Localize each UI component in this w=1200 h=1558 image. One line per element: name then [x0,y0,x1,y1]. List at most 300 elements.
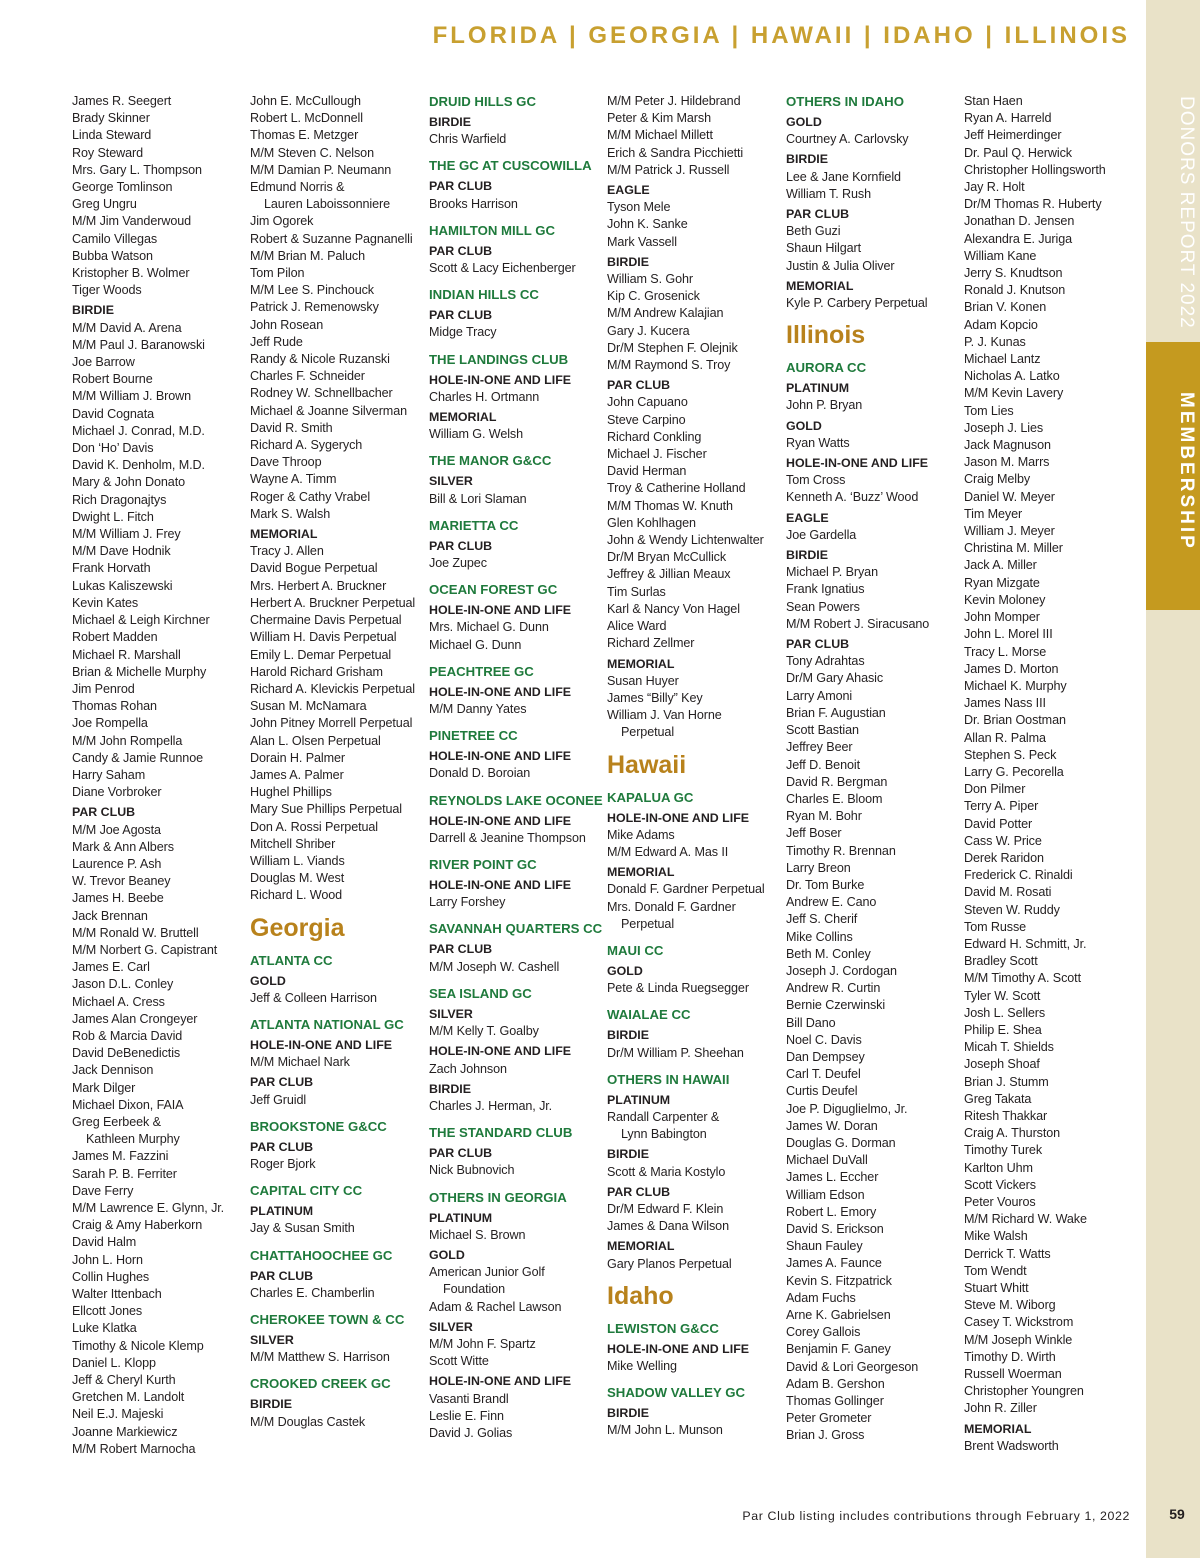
donor-name: Douglas G. Dorman [786,1135,896,1150]
club-heading: THE GC AT CUSCOWILLA [429,158,592,174]
donor-name: Rodney W. Schnellbacher [250,386,393,401]
donor-name: Dr/M William P. Sheehan [607,1045,744,1060]
donor-name: Troy & Catherine Holland [607,481,746,496]
donor-name: David R. Bergman [786,774,888,789]
donor-name: David J. Golias [429,1425,513,1440]
giving-level: GOLD [250,973,286,988]
giving-level: SILVER [429,1319,473,1334]
giving-level: HOLE-IN-ONE AND LIFE [429,372,572,387]
donor-name: Brent Wadsworth [964,1438,1059,1453]
donor-name: Rob & Marcia David [72,1028,183,1043]
donor-name: Richard Zellmer [607,636,695,651]
donor-name: David S. Erickson [786,1221,884,1236]
donor-name: Gretchen M. Landolt [72,1390,185,1405]
donor-name: John & Wendy Lichtenwalter [607,533,764,548]
donor-name: Patrick J. Remenowsky [250,300,379,315]
donor-name: Kristopher B. Wolmer [72,266,190,281]
donor-name: Josh L. Sellers [964,1005,1046,1020]
donor-name: M/M Lee S. Pinchouck [250,283,374,298]
donor-name: Derek Raridon [964,850,1044,865]
donor-name: Richard Conkling [607,429,702,444]
donor-name: Tom Russe [964,919,1027,934]
donor-name: Neil E.J. Majeski [72,1407,164,1422]
donor-name: Mike Walsh [964,1229,1028,1244]
donor-name: Dr/M Edward F. Klein [607,1201,724,1216]
donor-name: Bill & Lori Slaman [429,491,527,506]
donor-name: John R. Ziller [964,1401,1037,1416]
donor-name: Jeffrey Beer [786,740,853,755]
donor-name: James E. Carl [72,960,150,975]
giving-level: MEMORIAL [607,656,675,671]
donor-name: Scott & Lacy Eichenberger [429,261,576,276]
donor-name: Randall Carpenter & [607,1109,720,1124]
club-heading: BROOKSTONE G&CC [250,1118,387,1134]
donor-name: Jeff & Colleen Harrison [250,990,377,1005]
giving-level: BIRDIE [607,1406,649,1421]
donor-name: Roy Steward [72,145,143,160]
donor-name: Brian J. Gross [786,1428,865,1443]
club-heading: LEWISTON G&CC [607,1320,719,1336]
donor-name: Jay & Susan Smith [250,1221,355,1236]
donor-name: Daniel W. Meyer [964,489,1055,504]
donor-name: Greg Ungru [72,197,137,212]
donor-name: Mark S. Walsh [250,506,331,521]
club-heading: REYNOLDS LAKE OCONEE [429,792,603,808]
club-heading: HAMILTON MILL GC [429,222,556,238]
club-heading: CAPITAL CITY CC [250,1183,363,1199]
donor-name: James D. Morton [964,661,1059,676]
giving-level: BIRDIE [429,115,471,129]
giving-level: SILVER [429,1006,473,1021]
donor-name: Philip E. Shea [964,1022,1042,1037]
donor-name: Greg Takata [964,1091,1032,1106]
giving-level: HOLE-IN-ONE AND LIFE [607,810,750,825]
donor-name: Karlton Uhm [964,1160,1033,1175]
donor-name: Sarah P. B. Ferriter [72,1166,177,1181]
donor-name: Carl T. Deufel [786,1067,861,1082]
donor-name: John L. Morel III [964,627,1053,642]
donor-name: Richard A. Klevickis Perpetual [250,681,415,696]
donor-name: Peter Vouros [964,1195,1036,1209]
donor-name: Chris Warfield [429,132,507,147]
donor-name: M/M William J. Brown [72,389,192,404]
donor-name: Tim Meyer [964,506,1023,521]
club-heading: THE STANDARD CLUB [429,1125,573,1141]
donor-name: Stuart Whitt [964,1281,1029,1296]
donor-name: Shaun Fauley [786,1239,863,1254]
donor-name: Larry Amoni [786,688,853,703]
donor-name: David M. Rosati [964,885,1052,900]
donor-name: Timothy & Nicole Klemp [72,1338,204,1353]
donor-name: Don Pilmer [964,782,1026,797]
donor-name: Chermaine Davis Perpetual [250,613,402,628]
giving-level: MEMORIAL [964,1421,1032,1436]
donor-name: Rich Dragonajtys [72,492,167,507]
donor-name: Larry Breon [786,860,851,875]
donor-name: Tim Surlas [607,584,666,599]
donor-name: Brian & Michelle Murphy [72,664,207,679]
donor-name: Charles E. Chamberlin [250,1285,375,1300]
donor-name: Joe Zupec [429,556,487,571]
donor-name: M/M Robert Marnocha [72,1441,196,1456]
donor-name: John Rosean [250,317,324,332]
donor-name: M/M Kevin Lavery [964,386,1064,401]
donor-name: Kenneth A. ‘Buzz’ Wood [786,490,919,505]
donor-name: Robert L. McDonnell [250,111,363,126]
donor-name: Susan M. McNamara [250,699,367,714]
giving-level: PAR CLUB [429,308,493,323]
donor-name: Mike Collins [786,929,853,944]
donor-name: James W. Doran [786,1118,878,1133]
donor-name: Nick Bubnovich [429,1163,515,1178]
donor-name: Beth M. Conley [786,946,871,961]
donor-name: Andrew E. Cano [786,895,877,910]
donor-name: Walter Ittenbach [72,1287,162,1302]
donor-name: David DeBenedictis [72,1046,181,1061]
donor-name: Timothy R. Brennan [786,843,896,858]
donor-name: Tom Lies [964,403,1014,418]
donor-name: Ryan Mizgate [964,575,1040,590]
donor-name: Joe Gardella [786,527,857,542]
donor-name: Mike Adams [607,827,675,842]
donor-name: Randy & Nicole Ruzanski [250,352,390,367]
club-heading: SAVANNAH QUARTERS CC [429,921,603,937]
donor-name: Brooks Harrison [429,196,518,211]
donor-name: Mike Welling [607,1358,677,1373]
donor-name: Mark Dilger [72,1080,136,1095]
donor-name: M/M Edward A. Mas II [607,844,729,859]
donor-name: Larry G. Pecorella [964,764,1064,779]
giving-level: MEMORIAL [786,278,854,293]
donor-name: M/M Dave Hodnik [72,544,171,559]
giving-level: PAR CLUB [250,1075,314,1090]
donor-name: Michael Lantz [964,352,1041,367]
donor-name: Jim Ogorek [250,214,314,229]
donor-name: John L. Horn [72,1252,143,1267]
donor-name: David & Lori Georgeson [786,1359,919,1374]
donor-name: Cass W. Price [964,833,1042,848]
donor-name-continued: Perpetual [621,916,675,931]
donor-name: Robert & Suzanne Pagnanelli [250,231,413,246]
club-heading: INDIAN HILLS CC [429,287,539,303]
donor-name: John Capuano [607,395,688,410]
donor-name: Corey Gallois [786,1325,861,1340]
donor-name: Mrs. Michael G. Dunn [429,620,549,635]
donor-name: Scott Vickers [964,1177,1036,1192]
donor-name: Brian F. Augustian [786,705,886,720]
donor-name: Peter Grometer [786,1411,872,1426]
donor-name: Jeff S. Cherif [786,912,858,927]
donor-name: Justin & Julia Oliver [786,258,895,273]
donor-name: Scott & Maria Kostylo [607,1164,726,1179]
giving-level: BIRDIE [607,1028,649,1043]
donor-name: Kip C. Grosenick [607,289,700,304]
donor-name: M/M Timothy A. Scott [964,971,1081,986]
club-heading: AURORA CC [786,360,867,376]
donor-name: Jack A. Miller [964,558,1037,573]
donor-name: M/M John Rompella [72,733,183,748]
donor-name: Charles F. Schneider [250,369,365,384]
giving-level: PAR CLUB [429,942,493,957]
donor-name: Don A. Rossi Perpetual [250,819,379,834]
donor-name: David Cognata [72,406,155,421]
giving-level: PAR CLUB [72,805,136,820]
donor-name: Emily L. Demar Perpetual [250,647,392,662]
donor-name: Joe P. Diguglielmo, Jr. [786,1101,908,1116]
donor-name: Craig Melby [964,472,1031,487]
giving-level: PLATINUM [429,1210,493,1225]
donor-name: Steven W. Ruddy [964,902,1060,917]
donor-name: Hughel Phillips [250,785,332,800]
page-number: 59 [1169,1506,1185,1522]
giving-level: PAR CLUB [786,637,850,652]
club-heading: PEACHTREE GC [429,663,534,679]
donor-name: Charles J. Herman, Jr. [429,1098,553,1113]
donor-name: Lee & Jane Kornfield [786,169,901,184]
state-heading: Hawaii [607,750,687,779]
donor-name: Tracy L. Morse [964,644,1047,659]
donor-name: Tracy J. Allen [250,544,324,559]
donor-name: David K. Denholm, M.D. [72,458,205,473]
donor-name: M/M Paul J. Baranowski [72,337,205,352]
donor-name: Dr/M Gary Ahasic [786,671,884,686]
club-heading: KAPALUA GC [607,789,694,805]
donor-name: M/M Danny Yates [429,702,527,717]
donor-name: Thomas Gollinger [786,1394,884,1409]
donor-name: Thomas Rohan [72,699,157,714]
donor-name: Bernie Czerwinski [786,998,886,1013]
donor-name: Ryan A. Harreld [964,111,1052,126]
giving-level: MEMORIAL [429,410,497,425]
donor-name: Casey T. Wickstrom [964,1315,1074,1330]
giving-level: EAGLE [786,510,829,525]
donor-name: M/M Lawrence E. Glynn, Jr. [72,1201,225,1215]
donor-name: John E. McCullough [250,94,361,108]
donor-name: Thomas E. Metzger [250,128,359,143]
donor-name: Tom Wendt [964,1263,1027,1278]
donor-name: M/M Andrew Kalajian [607,306,724,321]
donor-name: Michael Dixon, FAIA [72,1097,184,1112]
giving-level: BIRDIE [786,152,828,167]
donor-name: Brian V. Konen [964,300,1047,315]
donor-name: Harold Richard Grisham [250,664,383,679]
donor-name: Scott Witte [429,1354,489,1369]
donor-name: Derrick T. Watts [964,1246,1051,1261]
giving-level: PAR CLUB [429,538,493,553]
donor-name: William Edson [786,1187,865,1202]
donor-column-4 [607,93,783,1440]
donor-name: Herbert A. Bruckner Perpetual [250,595,416,610]
donor-name: M/M Norbert G. Capistrant [72,942,218,957]
club-heading: OCEAN FOREST GC [429,582,558,598]
club-heading: CROOKED CREEK GC [250,1376,391,1392]
donor-name: Jonathan D. Jensen [964,214,1075,229]
club-heading: PINETREE CC [429,728,518,744]
donor-name: Leslie E. Finn [429,1408,504,1423]
donor-name: Michael R. Marshall [72,647,181,662]
donor-name: Frederick C. Rinaldi [964,868,1073,883]
donor-name: William L. Viands [250,853,345,868]
donor-name: Diane Vorbroker [72,785,162,800]
donor-name: David Potter [964,816,1033,831]
donor-name: Ryan Watts [786,435,850,450]
giving-level: GOLD [786,418,822,433]
donor-name: Sean Powers [786,599,860,614]
donor-name: Donald D. Boroian [429,766,531,781]
donor-name: Jeff Heimerdinger [964,128,1062,143]
donor-name: Craig & Amy Haberkorn [72,1218,203,1233]
donor-name: John K. Sanke [607,217,688,232]
giving-level: PAR CLUB [250,1139,314,1154]
donor-name: Christopher Youngren [964,1384,1084,1399]
donor-name: Mitchell Shriber [250,836,336,851]
donor-name: Joanne Markiewicz [72,1424,178,1439]
donor-name: Micah T. Shields [964,1040,1054,1055]
donor-name: John Pitney Morrell Perpetual [250,716,413,731]
giving-level: MEMORIAL [250,527,318,542]
donor-name: Dwight L. Fitch [72,509,154,524]
donor-name: Dr/M Stephen F. Olejnik [607,340,738,355]
donor-name: Bubba Watson [72,248,153,263]
donor-name: Arne K. Gabrielsen [786,1308,891,1322]
donor-name: Frank Horvath [72,561,151,576]
donor-name: Robert Madden [72,630,158,645]
donor-name: Brady Skinner [72,111,150,126]
donor-name: M/M Thomas W. Knuth [607,498,733,513]
donor-name: Wayne A. Timm [250,472,337,487]
section-label-vertical: MEMBERSHIP [1176,392,1197,551]
donor-name-continued: Perpetual [621,725,675,740]
donor-name: Adam & Rachel Lawson [429,1299,562,1314]
donor-name: Alexandra E. Juriga [964,231,1073,246]
donor-name: Tom Pilon [250,266,305,281]
donor-name: Darrell & Jeanine Thompson [429,830,586,845]
donor-name: Andrew R. Curtin [786,981,881,996]
donor-name: James R. Seegert [72,94,172,108]
donor-name: Robert L. Emory [786,1204,877,1219]
donor-name: M/M Richard W. Wake [964,1212,1087,1227]
club-heading: CHATTAHOOCHEE GC [250,1247,393,1263]
donor-name: M/M Damian P. Neumann [250,162,392,177]
donor-name: Mark Vassell [607,234,677,249]
donor-name: David Halm [72,1235,137,1250]
giving-level: PAR CLUB [607,1184,671,1199]
donor-name: M/M Kelly T. Goalby [429,1024,539,1039]
donor-name: Mary Sue Phillips Perpetual [250,802,402,817]
donor-name: Tom Cross [786,473,846,488]
donor-name: Michael & Leigh Kirchner [72,613,210,628]
donor-name: Michael S. Brown [429,1227,526,1242]
donor-name: Kevin S. Fitzpatrick [786,1273,892,1288]
donor-name: Jack Brennan [72,908,148,923]
donor-name: Stephen S. Peck [964,747,1057,762]
donor-name: David Bogue Perpetual [250,561,378,576]
donor-name: Luke Klatka [72,1321,137,1336]
donor-name: Courtney A. Carlovsky [786,132,909,147]
giving-level: HOLE-IN-ONE AND LIFE [429,878,572,893]
donor-name: Joseph J. Cordogan [786,963,897,978]
donor-name: M/M Joe Agosta [72,822,161,837]
donor-name: Karl & Nancy Von Hagel [607,601,740,616]
donor-name: Christina M. Miller [964,541,1063,556]
donor-name: Michael P. Bryan [786,565,878,580]
donor-name: Jeff & Cheryl Kurth [72,1373,176,1388]
donor-name: Dr. Tom Burke [786,877,865,892]
giving-level: HOLE-IN-ONE AND LIFE [429,684,572,699]
donor-name: M/M Joseph W. Cashell [429,959,560,974]
donor-name: Joseph J. Lies [964,420,1044,435]
donor-name: William J. Van Horne [607,708,722,723]
donor-name: William H. Davis Perpetual [250,630,397,645]
donor-name: Jason D.L. Conley [72,977,174,992]
donor-name: Benjamin F. Ganey [786,1342,891,1357]
club-heading: THE LANDINGS CLUB [429,351,569,367]
donor-name: M/M Robert J. Siracusano [786,616,930,631]
donor-name: Candy & Jamie Runnoe [72,750,204,765]
donor-name: Russell Woerman [964,1367,1062,1382]
donor-name: Ryan M. Bohr [786,809,862,824]
donor-name: Adam B. Gershon [786,1376,885,1391]
donor-name: William Kane [964,248,1037,263]
donor-name: Tony Adrahtas [786,654,865,669]
giving-level: HOLE-IN-ONE AND LIFE [429,749,572,764]
donor-name: Ritesh Thakkar [964,1108,1048,1123]
donor-name: Collin Hughes [72,1269,150,1284]
giving-level: PAR CLUB [429,179,493,194]
donor-name: Dr/M Thomas R. Huberty [964,197,1102,212]
donor-name: Dr. Brian Oostman [964,713,1066,728]
donor-name: M/M Douglas Castek [250,1414,366,1429]
donor-name: Jeff Rude [250,334,303,349]
donor-name: Dorain H. Palmer [250,750,345,765]
donor-name: James A. Palmer [250,767,344,782]
donor-name: William T. Rush [786,186,872,201]
donor-name: George Tomlinson [72,180,173,195]
donor-name: Glen Kohlhagen [607,515,696,530]
club-heading: THE MANOR G&CC [429,453,552,469]
donor-name: Jeff Boser [786,826,842,841]
giving-level: PAR CLUB [429,243,493,258]
donor-name: P. J. Kunas [964,334,1026,349]
donor-name: David R. Smith [250,420,333,435]
donor-name: James & Dana Wilson [607,1219,729,1234]
donor-name: Jay R. Holt [964,180,1025,195]
donor-name-continued: Lynn Babington [621,1127,707,1142]
giving-level: BIRDIE [72,303,114,318]
donor-name: Susan Huyer [607,673,679,688]
donor-column-3 [429,93,605,1442]
donor-name: James M. Fazzini [72,1149,169,1164]
donor-name: Steve Carpino [607,412,686,427]
donor-name: Larry Forshey [429,895,506,910]
donor-name: American Junior Golf [429,1265,545,1280]
club-heading: MAUI CC [607,942,664,958]
donor-name: Craig A. Thurston [964,1126,1061,1141]
donor-name-continued: Foundation [443,1282,506,1297]
donor-name: Charles H. Ortmann [429,389,540,404]
donor-name: Peter & Kim Marsh [607,111,711,126]
donor-name: Noel C. Davis [786,1032,862,1047]
footer-note: Par Club listing includes contributions through February 1, 2022 [742,1509,1130,1523]
donor-name: M/M Ronald W. Bruttell [72,925,199,940]
donor-name: M/M Michael Millett [607,128,713,143]
donor-name: James H. Beebe [72,891,164,906]
donor-column-5 [786,93,962,1445]
donor-name: Michael & Joanne Silverman [250,403,407,418]
donor-name: M/M Peter J. Hildebrand [607,94,741,108]
donor-name: Bill Dano [786,1015,836,1030]
giving-level: SILVER [250,1332,294,1347]
